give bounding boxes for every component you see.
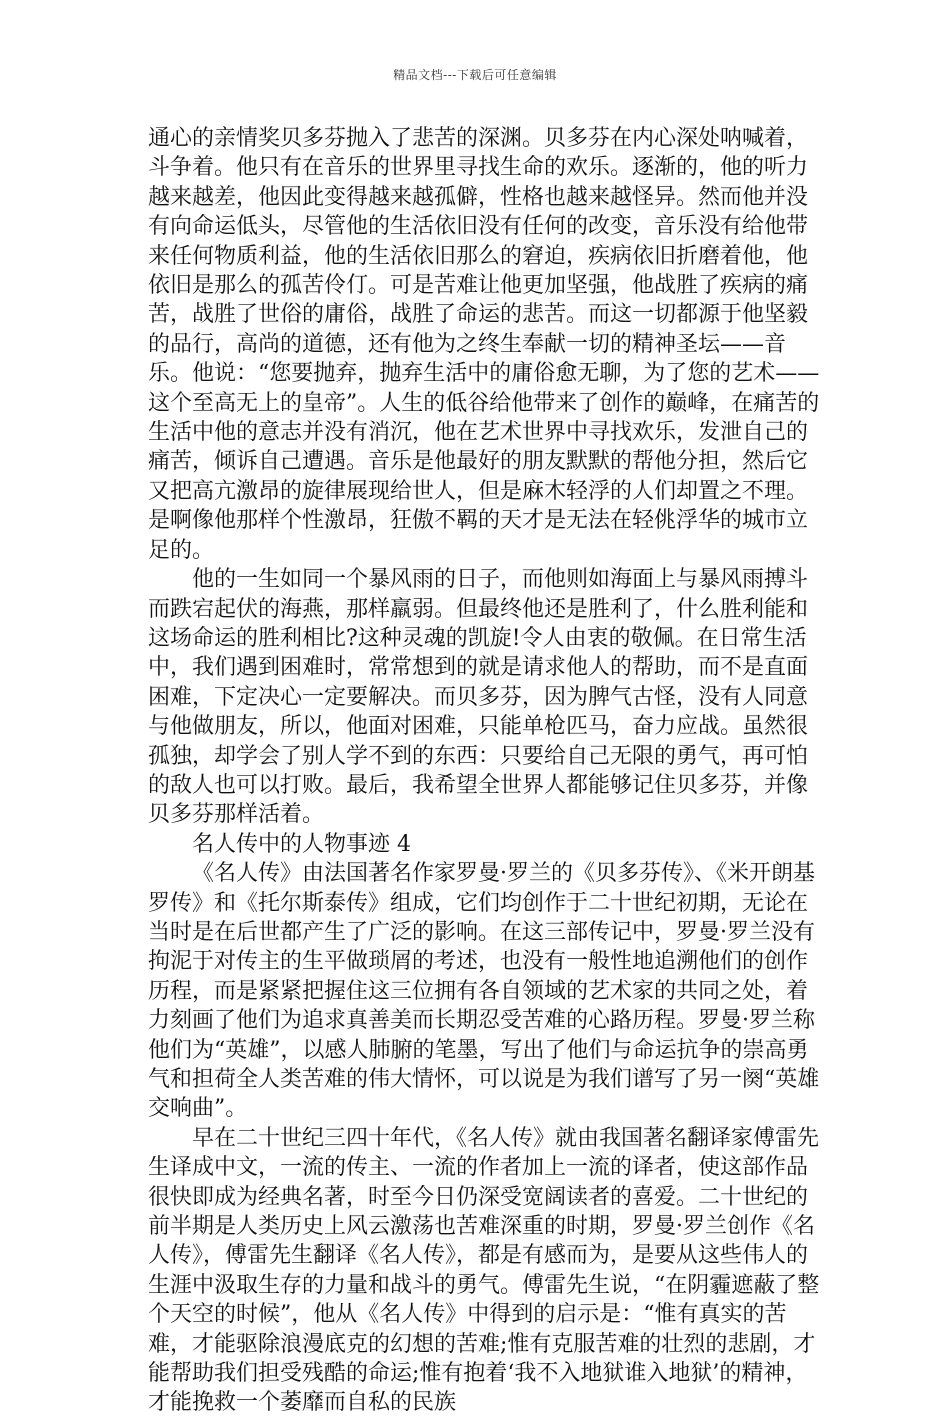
- page-header: 精品文档---下载后可任意编辑: [393, 68, 557, 82]
- paragraph: 《名人传》由法国著名作家罗曼·罗兰的《贝多芬传》、《米开朗基罗传》和《托尔斯泰传》组成，它们均创作于二十世纪初期，无论在当时是在后世都产生了广泛的影响。在这三部传记中，罗曼·罗兰没有拘泥于对传主的生平做琐屑的考述，也没有一般性地追溯他们的创作历程，而是紧紧把握住这三位拥有各自领域的艺术家的共同之处，着力刻画了他们为追求真善美而长期忍受苦难的心路历程。罗曼·罗兰称他们为“英雄”，以感人肺腑的笔墨，写出了他们与命运抗争的崇高勇气和担荷全人类苦难的伟大情怀，可以说是为我们谱写了另一阕“英雄交响曲”。: [148, 861, 820, 1122]
- paragraph: 他的一生如同一个暴风雨的日子，而他则如海面上与暴风雨搏斗而跌宕起伏的海燕，那样羸弱。但最终他还是胜利了，什么胜利能和这场命运的胜利相比?这种灵魂的凯旋!令人由衷的敬佩。在日常生活中，我们遇到困难时，常常想到的就是请求他人的帮助，而不是直面困难，下定决心一定要解决。而贝多芬，因为脾气古怪，没有人同意与他做朋友，所以，他面对困难，只能单枪匹马，奋力应战。虽然很孤独，却学会了别人学不到的东西：只要给自己无限的勇气，再可怕的敌人也可以打败。最后，我希望全世界人都能够记住贝多芬，并像贝多芬那样活着。: [148, 567, 809, 828]
- paragraph: 早在二十世纪三四十年代，《名人传》就由我国著名翻译家傅雷先生译成中文，一流的传主、一流的作者加上一流的译者，使这部作品很快即成为经典名著，时至今日仍深受宽阔读者的喜爱。二十世纪的前半期是人类历史上风云激荡也苦难深重的时期，罗曼·罗兰创作《名人传》，傅雷先生翻译《名人传》，都是有感而为，是要从这些伟人的生涯中汲取生存的力量和战斗的勇气。傅雷先生说，“在阴霾遮蔽了整个天空的时候”，他从《名人传》中得到的启示是：“惟有真实的苦难，才能驱除浪漫底克的幻想的苦难;惟有克服苦难的壮烈的悲剧，才能帮助我们担受残酷的命运;惟有抱着‘我不入地狱谁入地狱’的精神，才能挽救一个萎靡而自私的民族: [148, 1125, 820, 1416]
- body-text: [148, 124, 828, 1418]
- paragraph: 通心的亲情奖贝多芬抛入了悲苦的深渊。贝多芬在内心深处呐喊着，斗争着。他只有在音乐的世界里寻找生命的欢乐。逐渐的，他的听力越来越差，他因此变得越来越孤僻，性格也越来越怪异。然而他并没有向命运低头，尽管他的生活依旧没有任何的改变，音乐没有给他带来任何物质利益，他的生活依旧那么的窘迫，疾病依旧折磨着他，他依旧是那么的孤苦伶仃。可是苦难让他更加坚强，他战胜了疾病的痛苦，战胜了世俗的庸俗，战胜了命运的悲苦。而这一切都源于他坚毅的品行，高尚的道德，还有他为之终生奉献一切的精神圣坛——音乐。他说：“您要抛弃，抛弃生活中的庸俗愈无聊，为了您的艺术——这个至高无上的皇帝”。人生的低谷给他带来了创作的巅峰，在痛苦的生活中他的意志并没有消沉，他在艺术世界中寻找欢乐，发泄自己的痛苦，倾诉自己遭遇。音乐是他最好的朋友默默的帮他分担，然后它又把高亢激昂的旋律展现给世人，但是麻木轻浮的人们却置之不理。是啊像他那样个性激昂，狂傲不羁的天才是无法在轻佻浮华的城市立足的。: [148, 126, 820, 563]
- section-heading: 名人传中的人物事迹 4: [192, 831, 411, 857]
